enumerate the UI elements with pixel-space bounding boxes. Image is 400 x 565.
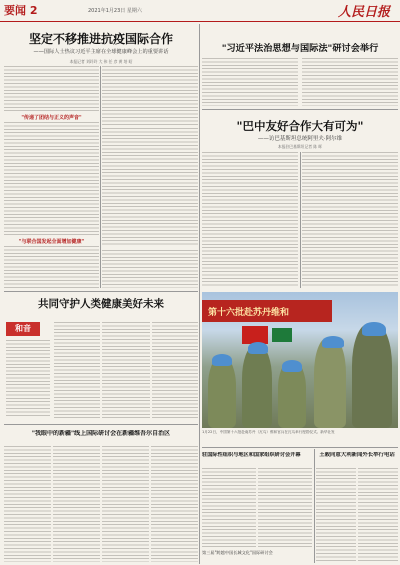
photo-caption: 1月22日，中国第十六批赴南苏丹（瓦乌）维和官兵在瓦乌举行授勋仪式。新华社发 [202,430,335,434]
body-text-block [4,446,51,562]
blue-helmet [212,354,232,366]
blue-helmet [282,360,302,372]
soldier-figure [208,358,236,428]
subheadline-antiepidemic: ——国际人士热议习近平主席在全球健康峰会上的重要讲话 [33,49,169,55]
body-text-block [302,152,398,288]
body-text-block [4,122,99,236]
body-text-block [102,446,149,562]
subheadline-pak-china: ——访巴基斯坦总统阿里夫·阿尔维 [257,136,343,142]
body-text-block [102,128,198,246]
soldier-figure [314,338,346,428]
section-label: 要闻 2 [4,4,38,17]
peacekeepers-photo [202,292,398,428]
body-text-block [302,58,398,106]
flag-green [272,328,292,342]
body-text-block [202,468,256,548]
body-text-block [53,446,100,562]
body-text-block [202,58,298,106]
headline-health-future: 共同守护人类健康美好未来 [38,298,164,310]
photo-banner-text: 第十六批赴苏丹维和 [208,308,290,318]
body-text-block [102,66,198,126]
body-text-block [152,322,198,420]
intertitle: "与联合国发起全面增加健康" [18,239,85,245]
column-label-heyin [6,322,40,336]
body-text-block [54,322,100,420]
soldier-figure [242,346,272,428]
body-text-block [4,66,99,112]
body-text-block [102,250,198,288]
byline-pak-china: 本报驻巴基斯坦记者 陈 晖 [277,144,323,149]
blue-helmet [248,342,268,354]
body-text-block [6,340,50,418]
body-text-block [316,468,356,562]
body-text-block [151,446,198,562]
column-label-text: 和音 [15,324,31,333]
photo-banner [202,300,332,322]
body-text-block [358,468,398,562]
headline-wangyi-call: 王毅同意大利新闻外长举行电话 [319,452,395,458]
byline-antiepidemic: 本报记者 刘玲玲 大 伟 任 彦 黄 培 昭 [69,59,133,64]
body-text-block [258,468,312,548]
newspaper-logo: 人民日报 [337,5,390,20]
body-text-block [102,322,150,420]
soldier-figure [352,324,392,428]
headline-pak-china: "巴中友好合作大有可为" [236,119,364,133]
masthead [0,0,400,22]
body-text-block [4,246,99,288]
headline-antiepidemic: 坚定不移推进抗疫国际合作 [28,32,173,46]
blue-helmet [362,322,386,336]
issue-date: 2021年1月23日 星期六 [88,8,142,14]
headline-xinjiang-seminar: "我眼中的新疆"线上国际研讨会在新疆维吾尔自治区 [31,430,171,437]
intertitle: "传递了团结与正义的声音" [21,115,82,121]
blue-helmet [322,336,344,348]
headline-org-seminar: 驻国际性组织与地区和国家组织研讨会开幕 [202,452,301,458]
body-text-block [202,152,298,288]
note-great-wall-seminar: 第三届"跨越中国长城文化"国际研讨会 [202,550,273,555]
headline-law-seminar: "习近平法治思想与国际法"研讨会举行 [221,43,379,54]
